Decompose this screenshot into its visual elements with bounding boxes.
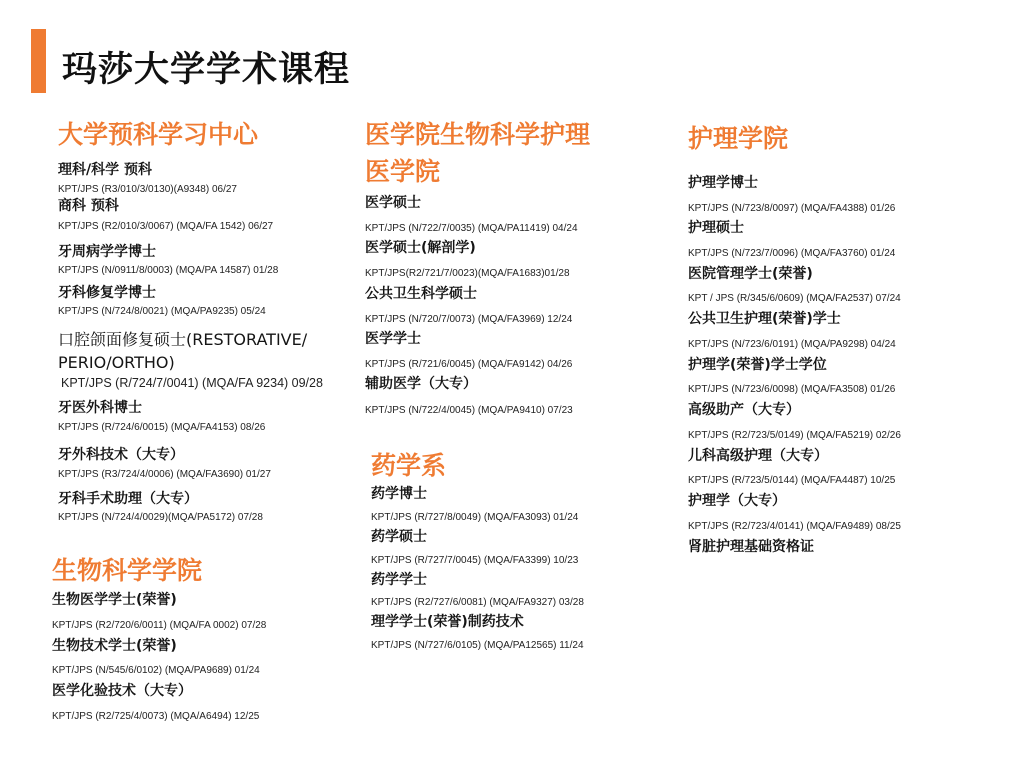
program-name: 生物医学学士(荣誉) xyxy=(52,592,177,608)
section-heading-bioscience: 生物科学学院 xyxy=(52,556,203,585)
program-name: 医学学士 xyxy=(365,331,421,347)
program-code: KPT/JPS (R/727/7/0045) (MQA/FA3399) 10/23 xyxy=(371,555,579,566)
program-name: 牙外科技术（大专） xyxy=(58,447,184,463)
program-code: KPT/JPS(R2/721/7/0023)(MQA/FA1683)01/28 xyxy=(365,268,570,279)
program-name: 护理学（大专） xyxy=(688,493,786,509)
program-name: 辅助医学（大专） xyxy=(365,376,477,392)
program-name: 医院管理学士(荣誉) xyxy=(688,266,813,282)
program-code: KPT/JPS (R2/723/4/0141) (MQA/FA9489) 08/25 xyxy=(688,521,901,532)
program-name: 商科 预科 xyxy=(58,198,119,214)
program-code: KPT/JPS (R/724/6/0015) (MQA/FA4153) 08/26 xyxy=(58,422,266,433)
program-name: 儿科高级护理（大专） xyxy=(688,448,828,464)
program-name: 理学学士(荣誉)制药技术 xyxy=(371,614,524,630)
program-code: KPT/JPS (N/0911/8/0003) (MQA/PA 14587) 01/28 xyxy=(58,265,279,276)
program-code: KPT/JPS (N/723/7/0096) (MQA/FA3760) 01/24 xyxy=(688,248,896,259)
section-heading-medicine-line2: 医学院 xyxy=(365,157,441,186)
program-name: 护理学(荣誉)学士学位 xyxy=(688,357,827,373)
program-name: 药学学士 xyxy=(371,572,427,588)
program-name: 公共卫生护理(荣誉)学士 xyxy=(688,311,841,327)
program-name: 公共卫生科学硕士 xyxy=(365,286,477,302)
program-code: KPT/JPS (R/727/8/0049) (MQA/FA3093) 01/24 xyxy=(371,512,579,523)
program-name: 护理硕士 xyxy=(688,220,744,236)
program-code: KPT/JPS (N/545/6/0102) (MQA/PA9689) 01/24 xyxy=(52,665,260,676)
program-name: 口腔颌面修复硕士(RESTORATIVE/ xyxy=(58,330,308,349)
program-name: 高级助产（大专） xyxy=(688,402,800,418)
program-name: 理科/科学 预科 xyxy=(58,162,152,178)
program-name: 牙医外科博士 xyxy=(58,400,142,416)
program-code: KPT/JPS (R/721/6/0045) (MQA/FA9142) 04/26 xyxy=(365,359,573,370)
program-code: KPT/JPS (R3/724/4/0006) (MQA/FA3690) 01/27 xyxy=(58,469,271,480)
program-code: KPT/JPS (N/723/8/0097) (MQA/FA4388) 01/26 xyxy=(688,203,896,214)
program-code: KPT/JPS (R/723/5/0144) (MQA/FA4487) 10/25 xyxy=(688,475,896,486)
program-name: 生物技术学士(荣誉) xyxy=(52,638,177,654)
program-code: KPT/JPS (N/723/6/0098) (MQA/FA3508) 01/26 xyxy=(688,384,896,395)
program-code: KPT/JPS (N/724/4/0029)(MQA/PA5172) 07/28 xyxy=(58,512,263,523)
accent-bar xyxy=(31,29,46,93)
program-name: 牙科修复学博士 xyxy=(58,285,156,301)
program-name-line2: PERIO/ORTHO) xyxy=(58,353,175,372)
program-name: 医学化验技术（大专） xyxy=(52,683,192,699)
program-code: KPT/JPS (R2/723/5/0149) (MQA/FA5219) 02/26 xyxy=(688,430,901,441)
section-heading-pharmacy: 药学系 xyxy=(371,451,447,480)
section-heading-foundation: 大学预科学习中心 xyxy=(58,120,259,149)
program-code: KPT/JPS (R2/010/3/0067) (MQA/FA 1542) 06/27 xyxy=(58,221,274,232)
program-name: 牙科手术助理（大专） xyxy=(58,491,198,507)
program-code: KPT / JPS (R/345/6/0609) (MQA/FA2537) 07/24 xyxy=(688,293,901,304)
program-code: KPT/JPS (N/720/7/0073) (MQA/FA3969) 12/24 xyxy=(365,314,573,325)
program-code: KPT/JPS (N/727/6/0105) (MQA/PA12565) 11/24 xyxy=(371,640,584,651)
section-heading-nursing: 护理学院 xyxy=(688,124,789,153)
program-code: KPT/JPS (N/724/8/0021) (MQA/PA9235) 05/24 xyxy=(58,306,266,317)
program-name: 护理学博士 xyxy=(688,175,758,191)
program-name: 药学硕士 xyxy=(371,529,427,545)
program-code: KPT/JPS (N/723/6/0191) (MQA/PA9298) 04/24 xyxy=(688,339,896,350)
program-name: 肾脏护理基础资格证 xyxy=(688,539,814,555)
program-code: KPT/JPS (R3/010/3/0130)(A9348) 06/27 xyxy=(58,184,237,195)
section-heading-medicine: 医学院生物科学护理 xyxy=(365,120,591,149)
program-code: KPT/JPS (R2/727/6/0081) (MQA/FA9327) 03/28 xyxy=(371,597,584,608)
program-name: 药学博士 xyxy=(371,486,427,502)
program-code: KPT/JPS (N/722/7/0035) (MQA/PA11419) 04/24 xyxy=(365,223,578,234)
program-code: KPT/JPS (R2/725/4/0073) (MQA/A6494) 12/25 xyxy=(52,711,260,722)
program-name: 牙周病学学博士 xyxy=(58,244,156,260)
program-code: KPT/JPS (N/722/4/0045) (MQA/PA9410) 07/23 xyxy=(365,405,573,416)
program-name: 医学硕士(解剖学) xyxy=(365,240,476,256)
page-title: 玛莎大学学术课程 xyxy=(62,50,351,90)
program-code: KPT/JPS (R/724/7/0041) (MQA/FA 9234) 09/28 xyxy=(61,376,323,390)
program-code: KPT/JPS (R2/720/6/0011) (MQA/FA 0002) 07/28 xyxy=(52,620,267,631)
program-name: 医学硕士 xyxy=(365,195,421,211)
